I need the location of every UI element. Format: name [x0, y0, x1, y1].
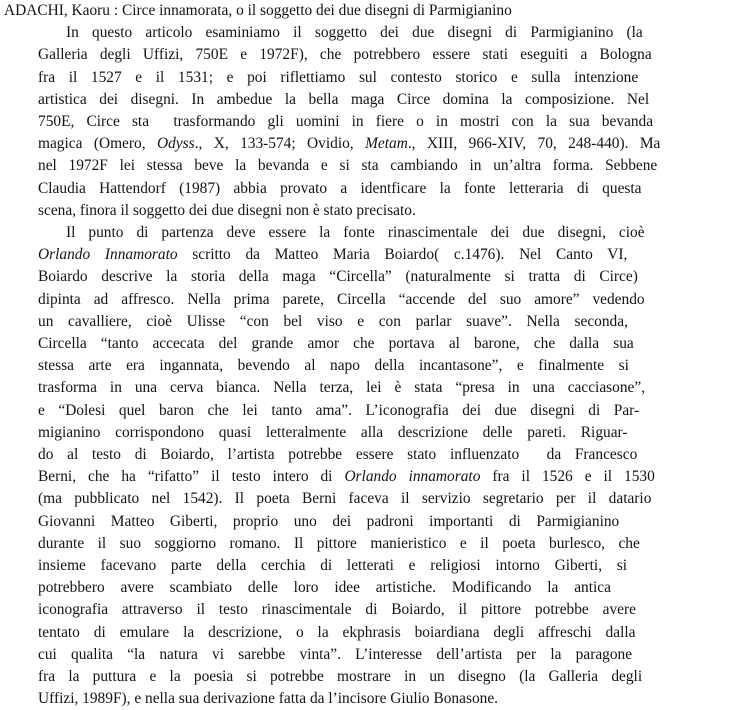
text-line [38, 488, 736, 510]
text-line [38, 444, 736, 466]
text-run: fra il 1526 e il 1530 [480, 468, 655, 486]
text-run: scritto da Matteo Maria Boiardo( c.1476). Nel Canto VI, [177, 246, 628, 264]
text-line [38, 244, 736, 266]
italic-title: Orlando innamorato [344, 468, 481, 486]
text-run: insieme facevano parte della cerchia di letterati e religiosi intorno Giberti, si [38, 557, 628, 574]
text-run: trasforma in una cerva bianca. Nella terza, lei è stata “presa in una cacciasone”, [38, 379, 646, 397]
text-run: artistica dei disegni. In ambedue la bella maga Circe domina la composizione. Nel [38, 90, 650, 108]
text-run: migianino corrispondono quasi letteralmente alla descrizione delle pareti. Riguar- [38, 423, 628, 441]
text-line [38, 200, 736, 222]
text-line [38, 89, 736, 111]
text-run: Galleria degli Uffizi, 750E e 1972F), che potrebbero essere stati eseguiti a Bologna [38, 46, 652, 64]
text-line [38, 333, 736, 355]
text-line [38, 511, 736, 533]
text-line [38, 133, 736, 155]
text-line [38, 44, 736, 66]
text-run: nel 1972F lei stessa beve la bevanda e si sta cambiando in un’altra forma. Sebbene [38, 157, 658, 175]
text-run: ., XIII, 966-XIV, 70, 248-440). Ma [407, 135, 661, 153]
text-line [38, 644, 736, 666]
text-line [38, 400, 736, 422]
text-run: Giovanni Matteo Giberti, proprio uno dei padroni importanti di Parmigianino [38, 512, 620, 530]
text-run: scena, finora il soggetto dei due disegni non è stato precisato. [38, 201, 416, 219]
text-run: fra il 1527 e il 1531; e poi riflettiamo sul contesto storico e sulla intenzione [38, 68, 639, 86]
text-line [38, 599, 736, 621]
text-line [38, 111, 736, 133]
text-run: do al testo di Boiardo, l’artista potrebbe essere stato influenzato da Francesco [38, 446, 638, 463]
text-line [38, 666, 736, 688]
text-run: Berni, che ha “rifatto” il testo intero di [38, 468, 345, 486]
text-run: Boiardo descrive la storia della maga “Circella” (naturalmente si tratta di Circe) [38, 268, 638, 286]
text-line [38, 178, 736, 200]
text-run: Il punto di partenza deve essere la fonte rinascimentale dei due disegni, cioè [66, 224, 645, 241]
text-line [38, 533, 736, 555]
text-run: un cavalliere, cioè Ulisse “con bel viso e con parlar suave”. Nella seconda, [38, 312, 628, 330]
text-line [38, 688, 736, 710]
text-line [38, 155, 736, 177]
italic-title: Odyss [156, 135, 195, 153]
text-line [38, 622, 736, 644]
text-run: tentato di emulare la descrizione, o la ekphrasis boiardiana degli affreschi dalla [38, 623, 636, 641]
text-run: (ma pubblicato nel 1542). Il poeta Berni faceva il servizio segretario per il datario [38, 490, 652, 508]
text-line [38, 289, 736, 311]
text-run: ., X, 133-574; Ovidio, [194, 135, 366, 153]
text-run: In questo articolo esaminiamo il soggetto dei due disegni di Parmigianino (la [66, 24, 643, 42]
article-header [4, 0, 746, 22]
text-line [66, 22, 736, 44]
text-line [38, 355, 736, 377]
text-line [38, 377, 736, 399]
text-run: Claudia Hattendorf (1987) abbia provato a identficare la fonte letteraria di questa [38, 179, 642, 197]
text-run: magica (Omero, [38, 135, 157, 153]
italic-title: Metam [365, 135, 408, 153]
italic-title: Orlando Innamorato [38, 246, 178, 264]
text-run: potrebbero avere scambiato delle loro idee artistiche. Modificando la antica [38, 579, 611, 597]
text-run: stessa arte era ingannata, bevendo al napo della incantasone”, e finalmente si [38, 357, 629, 375]
text-run: Circella “tanto accecata del grande amor che portava al barone, che dalla sua [38, 335, 634, 352]
text-run: cui qualita “la natura vi sarebbe vinta”. L’interesse dell’artista per la paragone [38, 645, 633, 663]
text-line [38, 266, 736, 288]
text-run: durante il suo soggiorno romano. Il pittore manieristico e il poeta burlesco, che [38, 534, 640, 552]
text-run: e “Dolesi quel baron che lei tanto ama”. L’iconografia dei due disegni di Par- [38, 401, 640, 419]
text-line [66, 222, 736, 244]
text-line [38, 466, 736, 488]
text-run: Uffizi, 1989F), e nella sua derivazione fatta da l’incisore Giulio Bonasone. [38, 690, 499, 708]
text-line [38, 555, 736, 577]
text-run: dipinta ad affresco. Nella prima parete, Circella “accende del suo amore” vedendo [38, 290, 645, 308]
article-header-text: ADACHI, Kaoru : Circe innamorata, o il soggetto dei due disegni di Parmigianino [4, 2, 512, 19]
text-line [38, 577, 736, 599]
text-line [38, 311, 736, 333]
text-line [38, 67, 736, 89]
text-run: 750E, Circe sta trasformando gli uomini in fiere o in mostri con la sua bevanda [38, 113, 654, 130]
text-run: iconografia attraverso il testo rinascimentale di Boiardo, il pittore potrebbe avere [38, 601, 636, 619]
text-line [38, 422, 736, 444]
text-run: fra la puttura e la poesia si potrebbe mostrare in un disegno (la Galleria degli [38, 668, 643, 685]
